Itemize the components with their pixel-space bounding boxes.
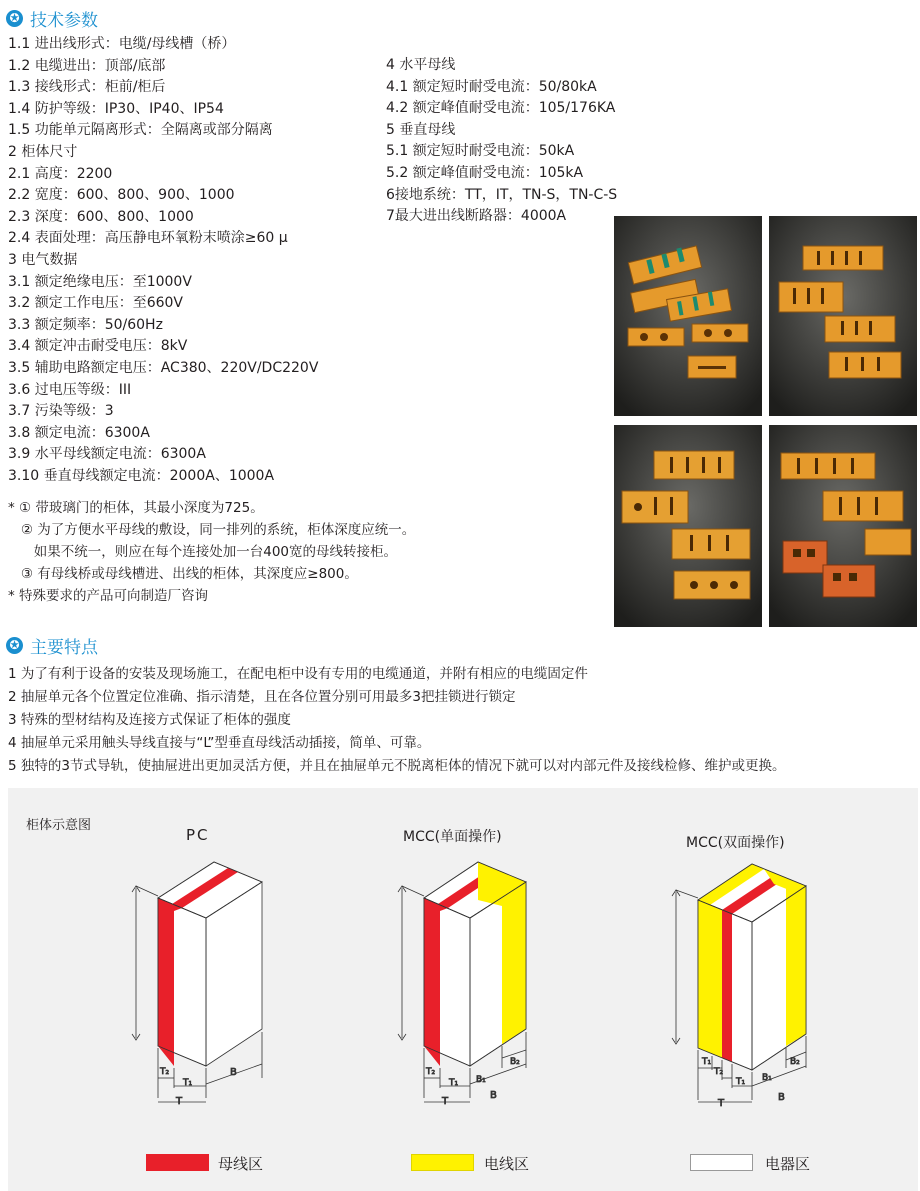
param-item: 3.3 额定频率：50/60Hz	[8, 316, 163, 333]
param-item: 1.2 电缆进出：顶部/底部	[8, 57, 166, 74]
legend-swatch-cable	[411, 1154, 474, 1171]
diagram-panel-title: 柜体示意图	[26, 818, 92, 833]
diagram-title-mcc-single: MCC(单面操作)	[403, 829, 502, 845]
param-item: 2.4 表面处理：高压静电环氧粉末喷涂≥60 μ	[8, 230, 288, 247]
dim-label-b: B	[778, 1092, 785, 1103]
param-item: 4.1 额定短时耐受电流：50/80kA	[386, 78, 597, 95]
mcc-single-cabinet-drawing	[398, 862, 526, 1107]
dim-label-b1: B₁	[762, 1073, 772, 1083]
legend-label-cable: 电线区	[484, 1155, 530, 1173]
feature-item: 5 独特的3节式导轨，使抽屉进出更加灵活方便，并且在抽屉单元不脱离柜体的情况下就可以对内部元件及接线检修、维护或更换。	[8, 758, 786, 774]
legend-swatch-busbar	[146, 1154, 209, 1171]
param-item: 2 柜体尺寸	[8, 143, 78, 160]
star-badge-icon: ✪	[6, 637, 23, 654]
param-item: 4.2 额定峰值耐受电流：105/176KA	[386, 100, 616, 117]
note-item: ③ 有母线桥或母线槽进、出线的柜体，其深度应≥800。	[8, 566, 358, 582]
param-item: 7最大进出线断路器：4000A	[386, 208, 567, 225]
dim-label-t1: T₁	[449, 1078, 459, 1088]
dim-label-b2: B₂	[510, 1057, 520, 1067]
diagram-title-pc: PC	[186, 826, 210, 844]
cabinet-diagram-panel	[8, 788, 918, 1191]
legend-label-equipment: 电器区	[765, 1155, 811, 1173]
param-item: 4 水平母线	[386, 57, 456, 73]
param-item: 2.1 高度：2200	[8, 165, 113, 182]
param-item: 3.1 额定绝缘电压：至1000V	[8, 273, 192, 290]
dim-label-t1: T₁	[702, 1057, 712, 1067]
note-item: ② 为了方便水平母线的敷设，同一排列的系统，柜体深度应统一。	[8, 522, 416, 538]
feature-item: 4 抽屉单元采用触头导线直接与“L”型垂直母线活动插接，简单、可靠。	[8, 735, 431, 751]
dim-label-b2: B₂	[790, 1057, 800, 1067]
params-left-list	[8, 34, 318, 487]
param-item: 5 垂直母线	[386, 121, 456, 138]
param-item: 3.6 过电压等级：III	[8, 381, 132, 398]
dim-label-t2: T₂	[160, 1067, 170, 1077]
params-right-list	[386, 55, 617, 228]
param-item: 1.3 接线形式：柜前/柜后	[8, 79, 166, 96]
section-title-text: 技术参数	[30, 11, 98, 31]
dim-label-t2: T₂	[714, 1067, 724, 1077]
param-item: 1.4 防护等级：IP30、IP40、IP54	[8, 100, 224, 117]
param-item: 3.4 额定冲击耐受电压：8kV	[8, 338, 188, 355]
legend-swatch-equipment	[690, 1154, 753, 1171]
param-item: 3.8 额定电流：6300A	[8, 424, 150, 441]
star-badge-icon: ✪	[6, 10, 23, 27]
feature-item: 2 抽屉单元各个位置定位准确、指示清楚，且在各位置分别可用最多3把挂锁进行锁定	[8, 689, 516, 705]
note-item: * 特殊要求的产品可向制造厂咨询	[8, 588, 209, 604]
param-item: 3.5 辅助电路额定电压：AC380、220V/DC220V	[8, 359, 319, 376]
param-item: 2.3 深度：600、800、1000	[8, 208, 194, 225]
dim-label-t2: T₂	[426, 1067, 436, 1077]
param-item: 3.2 额定工作电压：至660V	[8, 295, 184, 312]
dim-label-b1: B₁	[476, 1075, 486, 1085]
dim-label-t1: T₁	[736, 1077, 746, 1087]
feature-item: 3 特殊的型材结构及连接方式保证了柜体的强度	[8, 712, 291, 728]
param-item: 3.7 污染等级：3	[8, 403, 114, 420]
diagram-title-mcc-double: MCC(双面操作)	[686, 835, 785, 851]
dim-label-t1: T₁	[183, 1078, 193, 1088]
param-item: 5.1 额定短时耐受电流：50kA	[386, 143, 575, 160]
dim-label-b: B	[230, 1067, 237, 1078]
dim-label-t: T	[442, 1096, 449, 1107]
feature-item: 1 为了有利于设备的安装及现场施工，在配电柜中设有专用的电缆通道，并附有相应的电缆固定件	[8, 666, 588, 682]
legend-label-busbar: 母线区	[218, 1155, 264, 1173]
pc-cabinet-drawing	[132, 862, 262, 1107]
product-photo-4	[769, 425, 917, 627]
param-item: 6接地系统：TT，IT，TN-S，TN-C-S	[386, 186, 618, 203]
param-item: 2.2 宽度：600、800、900、1000	[8, 187, 235, 204]
param-item: 1.1 进出线形式：电缆/母线槽（桥）	[8, 36, 236, 52]
features-list	[8, 663, 785, 778]
product-photo-2	[769, 216, 917, 416]
section-title-text: 主要特点	[30, 638, 98, 658]
note-item: 如果不统一，则应在每个连接处加一台400宽的母线转接柜。	[8, 544, 398, 560]
notes-list	[8, 497, 415, 607]
param-item: 3.10 垂直母线额定电流：2000A、1000A	[8, 467, 275, 484]
param-item: 3 电气数据	[8, 251, 78, 268]
param-item: 5.2 额定峰值耐受电流：105kA	[386, 164, 584, 181]
dim-label-t: T	[718, 1098, 725, 1109]
param-item: 1.5 功能单元隔离形式：全隔离或部分隔离	[8, 122, 273, 139]
dim-label-b: B	[490, 1090, 497, 1101]
section-title-features	[6, 633, 98, 658]
section-title-tech	[6, 6, 98, 31]
cabinet-diagrams	[8, 788, 918, 1191]
product-photo-3	[614, 425, 762, 627]
product-photo-1	[614, 216, 762, 416]
mcc-double-cabinet-drawing	[672, 864, 806, 1109]
dim-label-t: T	[176, 1096, 183, 1107]
note-item: * ① 带玻璃门的柜体，其最小深度为725。	[8, 500, 264, 516]
param-item: 3.9 水平母线额定电流：6300A	[8, 446, 206, 463]
